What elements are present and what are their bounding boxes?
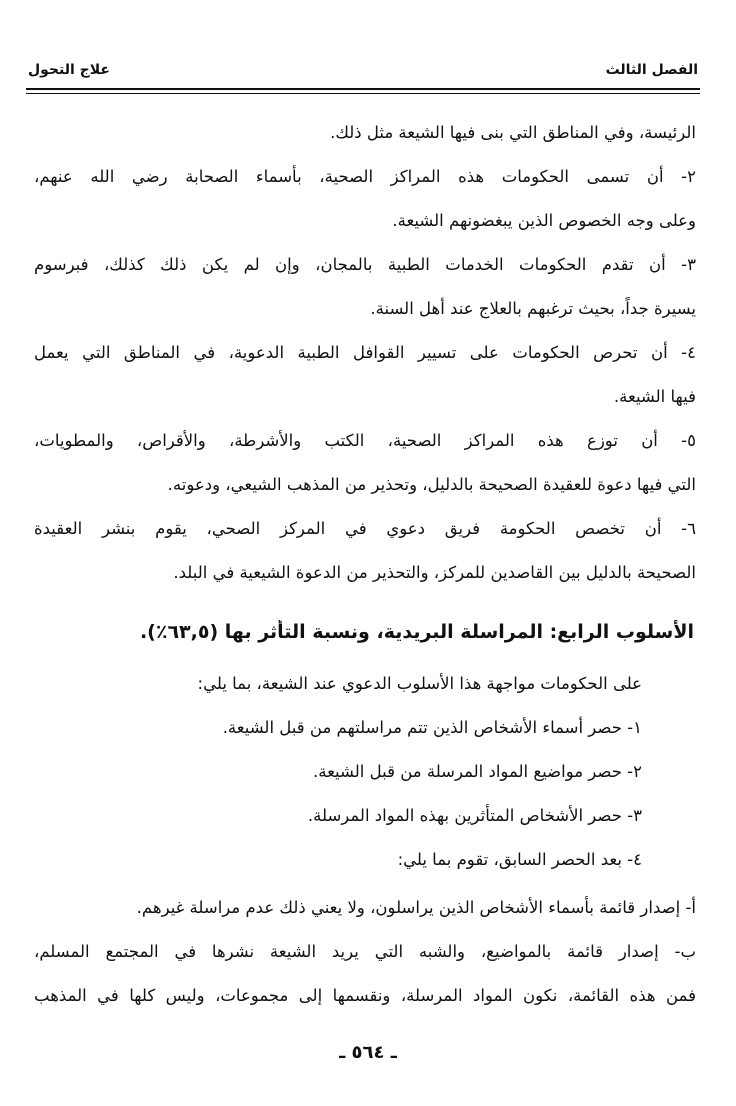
list-item: ٢- حصر مواضيع المواد المرسلة من قبل الشيعة. (313, 762, 642, 781)
text-line: ٤- أن تحرص الحكومات على تسيير القوافل الطبية الدعوية، في المناطق التي يعمل (34, 343, 696, 362)
running-header (28, 62, 698, 84)
text-line: الرئيسة، وفي المناطق التي بنى فيها الشيعة مثل ذلك. (330, 123, 696, 142)
text-line: أ- إصدار قائمة بأسماء الأشخاص الذين يراسلون، ولا يعني ذلك عدم مراسلة غيرهم. (136, 898, 696, 917)
header-rule-thin (26, 93, 700, 94)
text-line: ٢- أن تسمى الحكومات هذه المراكز الصحية، بأسماء الصحابة رضي الله عنهم، (34, 167, 696, 186)
list-item: ٣- حصر الأشخاص المتأثرين بهذه المواد المرسلة. (307, 806, 642, 825)
text-line: التي فيها دعوة للعقيدة الصحيحة بالدليل، وتحذير من المذهب الشيعي، ودعوته. (167, 475, 696, 494)
text-line: على الحكومات مواجهة هذا الأسلوب الدعوي عند الشيعة، بما يلي: (197, 674, 642, 693)
text-line: وعلى وجه الخصوص الذين يبغضونهم الشيعة. (392, 211, 696, 230)
list-item: ١- حصر أسماء الأشخاص الذين تتم مراسلتهم من قبل الشيعة. (222, 718, 642, 737)
text-line: فيها الشيعة. (613, 387, 696, 406)
section-heading: الأسلوب الرابع: المراسلة البريدية، ونسبة التأثر بها (٦٣,٥٪). (139, 621, 694, 643)
list-item: ٤- بعد الحصر السابق، تقوم بما يلي: (397, 850, 642, 869)
chapter-title: الفصل الثالث (605, 62, 698, 78)
page-number: ـ ٥٦٤ ـ (339, 1042, 397, 1063)
header-rule-thick (26, 88, 700, 90)
text-line: يسيرة جداً، بحيث ترغبهم بالعلاج عند أهل السنة. (370, 299, 696, 318)
book-title: علاج التحول (28, 62, 110, 78)
text-line: ٦- أن تخصص الحكومة فريق دعوي في المركز الصحي، يقوم بنشر العقيدة (34, 519, 696, 538)
text-line: ب- إصدار قائمة بالمواضيع، والشبه التي يريد الشيعة نشرها في المجتمع المسلم، (34, 942, 696, 961)
text-line: ٣- أن تقدم الحكومات الخدمات الطبية بالمجان، وإن لم يكن ذلك كذلك، فبرسوم (34, 255, 696, 274)
text-line: الصحيحة بالدليل بين القاصدين للمركز، والتحذير من الدعوة الشيعية في البلد. (173, 563, 696, 582)
text-line: فمن هذه القائمة، نكون المواد المرسلة، ونقسمها إلى مجموعات، وليس كلها في المذهب (34, 986, 696, 1005)
text-line: ٥- أن توزع هذه المراكز الصحية، الكتب والأشرطة، والأقراص، والمطويات، (34, 431, 696, 450)
